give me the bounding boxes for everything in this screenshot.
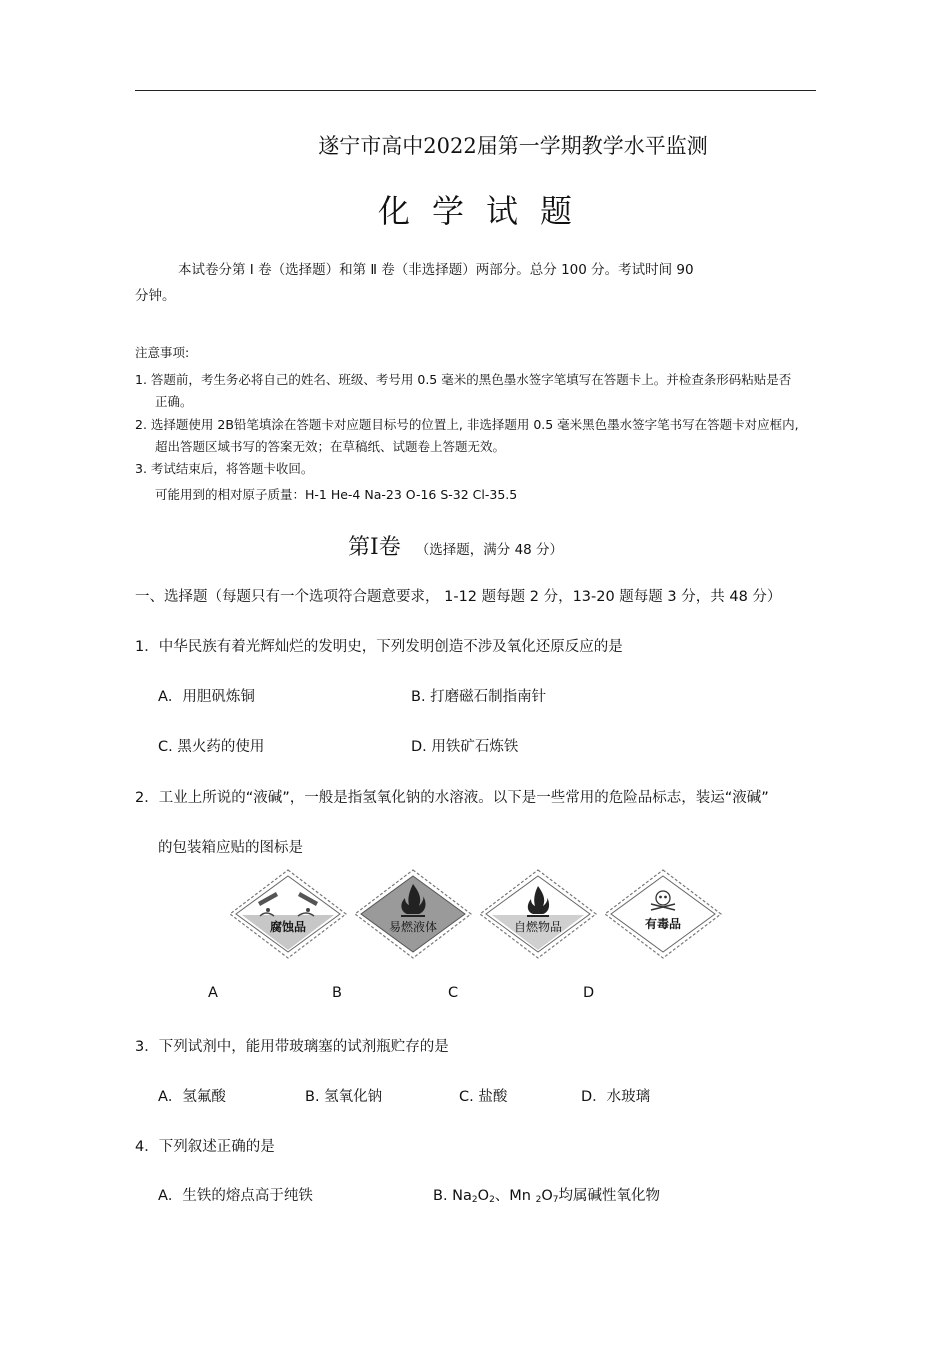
top-rule xyxy=(135,90,816,91)
hazard-sign-spontaneous-combustion xyxy=(480,870,596,958)
section-title: 第Ⅰ卷 xyxy=(348,535,401,560)
exam-title: 遂宁市高中2022届第一学期教学水平监测 xyxy=(318,134,708,158)
section-instruction: 一、选择题（每题只有一个选项符合题意要求， 1-12 题每题 2 分，13-20 题每题 3 分，共 48 分） xyxy=(135,589,782,605)
option-c: C. 盐酸 xyxy=(459,1089,508,1105)
note-item: 超出答题区域书写的答案无效；在草稿纸、试题卷上答题无效。 xyxy=(155,439,506,454)
hazard-sign-toxic xyxy=(605,870,721,958)
atomic-masses: 可能用到的相对原子质量：H-1 He-4 Na-23 O-16 S-32 Cl-35.5 xyxy=(155,487,518,502)
option-a: A．氢氟酸 xyxy=(158,1089,226,1105)
intro-line-2: 分钟。 xyxy=(135,288,176,304)
option-d: D．水玻璃 xyxy=(581,1089,651,1105)
option-d: D. 用铁矿石炼铁 xyxy=(411,739,519,755)
option-b: B. 打磨磁石制指南针 xyxy=(411,689,547,705)
sign-label: 腐蚀品 xyxy=(269,920,307,934)
hazard-sign-corrosive xyxy=(230,870,346,958)
question-stem-continued: 的包装箱应贴的图标是 xyxy=(158,840,303,856)
notes-heading: 注意事项: xyxy=(135,345,190,360)
question-stem: 4．下列叙述正确的是 xyxy=(135,1139,275,1155)
note-item: 2. 选择题使用 2B铅笔填涂在答题卡对应题目标号的位置上, 非选择题用 0.5 毫米黑色墨水签字笔书写在答题卡对应框内, xyxy=(135,417,799,432)
question-stem: 1．中华民族有着光辉灿烂的发明史，下列发明创造不涉及氧化还原反应的是 xyxy=(135,639,623,655)
sign-label: 自燃物品 xyxy=(513,920,563,934)
option-b: B. 氢氧化钠 xyxy=(305,1089,383,1105)
option-c: C. 黑火药的使用 xyxy=(158,739,265,755)
sign-option-label: C xyxy=(448,985,459,1001)
note-item: 1. 答题前，考生务必将自己的姓名、班级、考号用 0.5 毫米的黑色墨水签字笔填写在答题卡上。并检查条形码粘贴是否 xyxy=(135,372,792,387)
intro-line-1: 本试卷分第 Ⅰ 卷（选择题）和第 Ⅱ 卷（非选择题）两部分。总分 100 分。考试时间 90 xyxy=(178,262,694,278)
section-subtitle: （选择题，满分 48 分） xyxy=(415,542,564,558)
sign-option-label: B xyxy=(332,985,342,1001)
sign-label: 易燃液体 xyxy=(388,920,438,934)
subject-title: 化学试题 xyxy=(377,192,594,230)
sign-option-label: D xyxy=(583,985,595,1001)
note-item: 3. 考试结束后，将答题卡收回。 xyxy=(135,461,314,476)
hazard-signs xyxy=(228,868,728,960)
option-a: A．生铁的熔点高于纯铁 xyxy=(158,1188,313,1204)
note-item: 正确。 xyxy=(155,394,193,409)
option-a: A．用胆矾炼铜 xyxy=(158,689,255,705)
hazard-sign-flammable-liquid xyxy=(355,870,471,958)
question-stem: 2．工业上所说的“液碱”，一般是指氢氧化钠的水溶液。以下是一些常用的危险品标志，装运“液碱” xyxy=(135,790,769,806)
option-b: B. $Na_2O_2$、Mn $_2O_7$均属碱性氧化物 xyxy=(433,1188,660,1205)
question-stem: 3．下列试剂中，能用带玻璃塞的试剂瓶贮存的是 xyxy=(135,1039,449,1055)
section-heading xyxy=(348,530,563,561)
sign-option-label: A xyxy=(208,985,218,1001)
sign-label: 有毒品 xyxy=(644,917,682,931)
